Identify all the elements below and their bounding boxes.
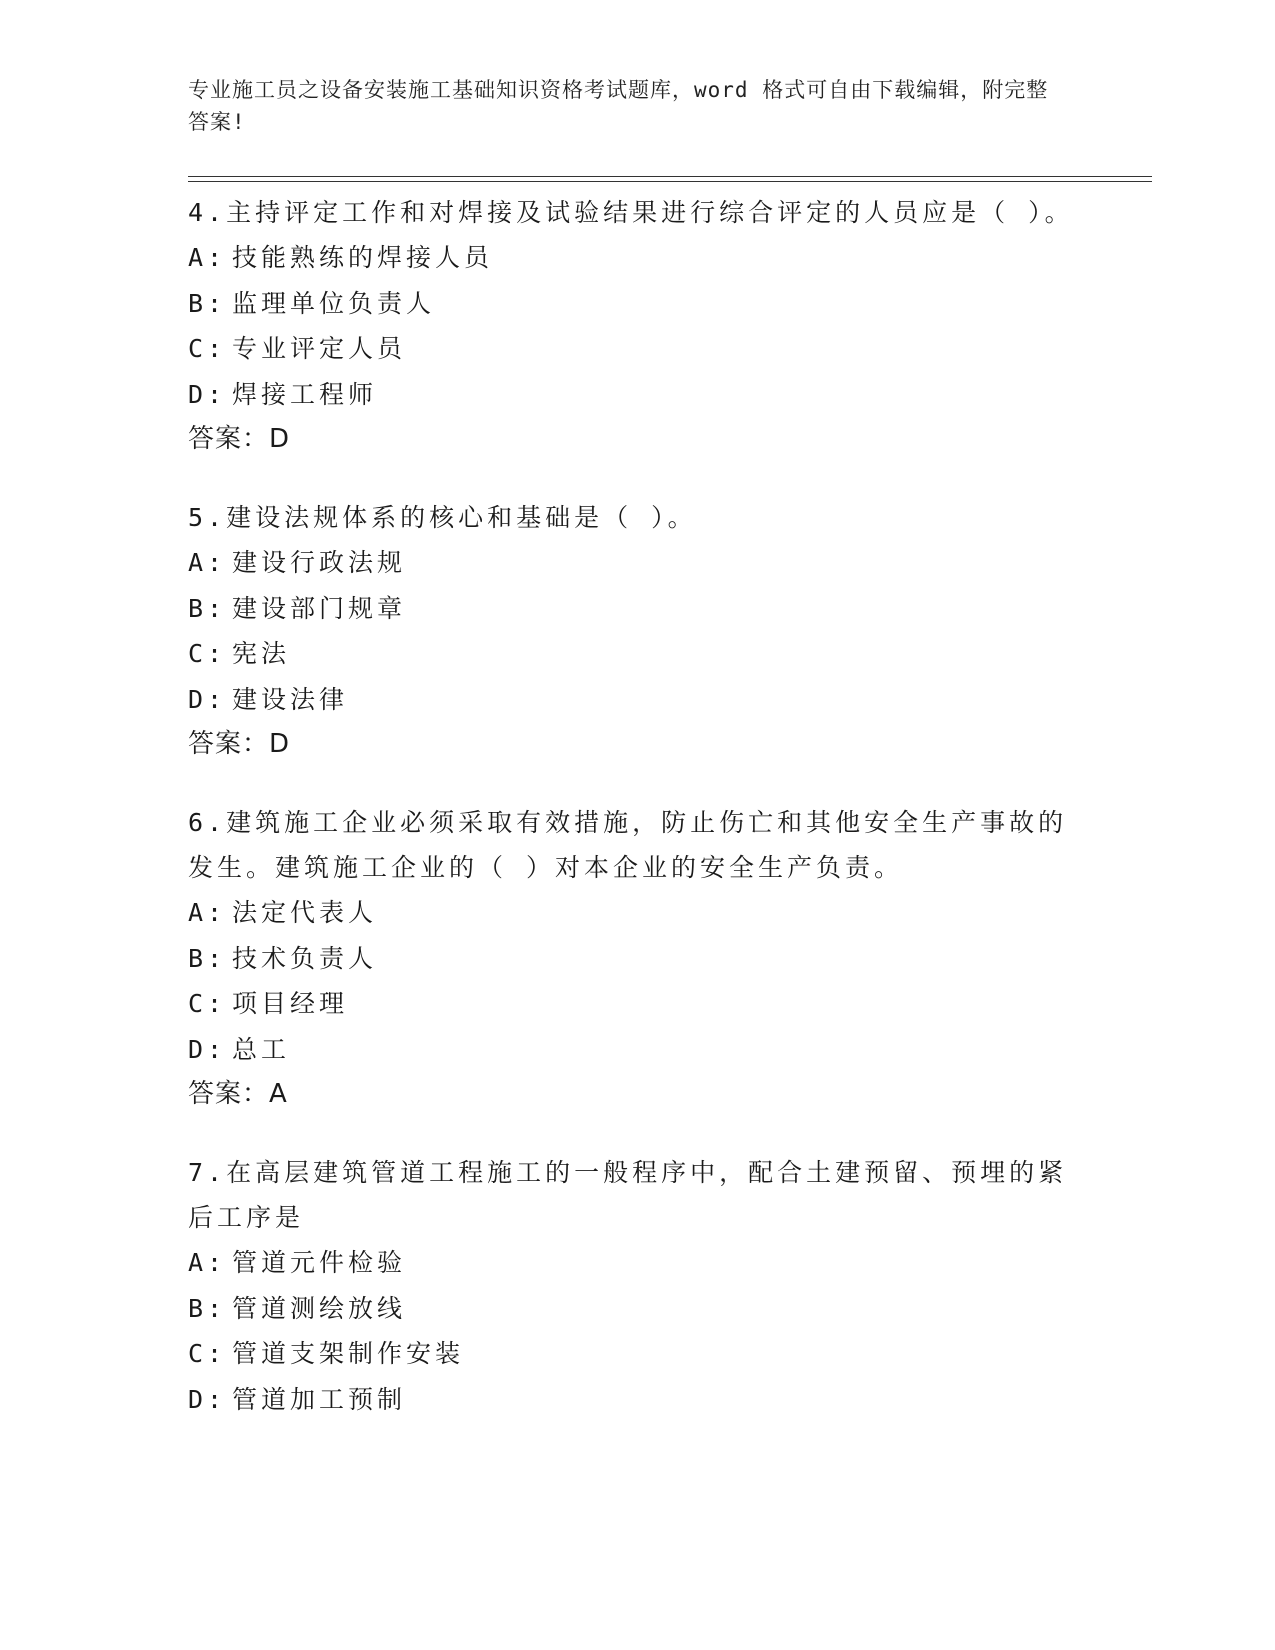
option-text: 项目经理 <box>232 989 349 1018</box>
option-d <box>188 1027 1088 1073</box>
option-letter: B: <box>188 288 227 318</box>
option-text: 管道测绘放线 <box>232 1293 407 1323</box>
option-d <box>188 677 1088 723</box>
option-text: 管道加工预制 <box>232 1384 407 1414</box>
option-text: 建设部门规章 <box>232 593 407 623</box>
option-letter: C: <box>188 989 227 1018</box>
option-b <box>188 281 1088 327</box>
option-letter: D: <box>188 379 227 409</box>
option-letter: B: <box>188 593 227 623</box>
option-text: 总工 <box>232 1034 291 1064</box>
option-d <box>188 1377 1088 1423</box>
option-b <box>188 586 1088 632</box>
header-divider-top <box>188 176 1152 177</box>
option-text: 焊接工程师 <box>232 379 378 409</box>
option-c <box>188 1331 1088 1377</box>
question-6 <box>188 800 1088 1117</box>
option-letter: A: <box>188 1248 227 1277</box>
option-letter: D: <box>188 1034 227 1064</box>
option-letter: C: <box>188 639 227 668</box>
option-letter: B: <box>188 1293 227 1323</box>
question-5 <box>188 495 1088 767</box>
document-intro: 专业施工员之设备安装施工基础知识资格考试题库，word 格式可自由下载编辑，附完整答案! <box>188 78 1049 134</box>
option-text: 建设法律 <box>232 684 349 714</box>
question-stem: 7.在高层建筑管道工程施工的一般程序中，配合土建预留、预埋的紧后工序是 <box>188 1158 1068 1232</box>
option-text: 专业评定人员 <box>232 334 407 363</box>
question-stem: 5.建设法规体系的核心和基础是（ ）。 <box>188 503 697 532</box>
option-text: 建设行政法规 <box>232 548 407 577</box>
answer-label: 答案：D <box>188 729 291 759</box>
option-d <box>188 372 1088 418</box>
option-letter: B: <box>188 943 227 973</box>
question-stem: 4.主持评定工作和对焊接及试验结果进行综合评定的人员应是（ ）。 <box>188 198 1074 227</box>
question-list <box>188 190 1088 1455</box>
option-letter: A: <box>188 898 227 927</box>
option-a <box>188 540 1088 586</box>
option-text: 监理单位负责人 <box>232 288 436 318</box>
option-b <box>188 1286 1088 1332</box>
option-text: 管道元件检验 <box>232 1248 407 1277</box>
option-b <box>188 936 1088 982</box>
option-c <box>188 981 1088 1027</box>
option-a <box>188 235 1088 281</box>
option-text: 技术负责人 <box>232 943 378 973</box>
option-c <box>188 326 1088 372</box>
option-letter: D: <box>188 684 227 714</box>
option-a <box>188 1240 1088 1286</box>
option-letter: A: <box>188 243 227 272</box>
option-text: 法定代表人 <box>232 898 378 927</box>
option-letter: D: <box>188 1384 227 1414</box>
option-text: 宪法 <box>232 639 291 668</box>
question-7 <box>188 1150 1088 1422</box>
option-letter: C: <box>188 334 227 363</box>
answer-label: 答案：A <box>188 1079 288 1109</box>
option-a <box>188 890 1088 936</box>
option-letter: A: <box>188 548 227 577</box>
option-text: 技能熟练的焊接人员 <box>232 243 494 272</box>
question-4 <box>188 190 1088 462</box>
question-stem: 6.建筑施工企业必须采取有效措施，防止伤亡和其他安全生产事故的发生。建筑施工企业的（ ）对本企业的安全生产负责。 <box>188 808 1068 882</box>
header-divider-bottom <box>188 181 1152 182</box>
option-text: 管道支架制作安装 <box>232 1339 465 1368</box>
option-c <box>188 631 1088 677</box>
answer-label: 答案：D <box>188 424 291 454</box>
option-letter: C: <box>188 1339 227 1368</box>
